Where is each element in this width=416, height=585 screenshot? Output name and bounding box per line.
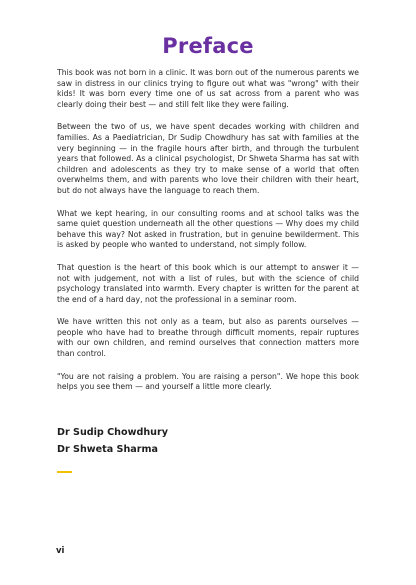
paragraph: That question is the heart of this book which is our attempt to answer it — not with judgement, not with a list of rules, but with the science of child psychology translated into warmth. Every chapter is written for the parent at the end of a hard day, not the professional in a seminar room. bbox=[57, 262, 359, 304]
author-name: Dr Shweta Sharma bbox=[57, 444, 158, 455]
page-title: Preface bbox=[162, 34, 254, 58]
author-name: Dr Sudip Chowdhury bbox=[57, 427, 168, 438]
paragraph: "You are not raising a problem. You are raising a person". We hope this book helps you see them — and yourself a little more clearly. bbox=[57, 371, 359, 392]
paragraph: What we kept hearing, in our consulting rooms and at school talks was the same quiet question underneath all the other questions — Why does my child behave this way? Not asked in frustration, but in genuine bewilderment. This is asked by people who wanted to understand, not simply follow. bbox=[57, 208, 359, 250]
paragraph: We have written this not only as a team, but also as parents ourselves — people who have had to breathe through difficult moments, repair ruptures with our own children, and remind ourselves that connection matters more than control. bbox=[57, 317, 359, 359]
author-signatures bbox=[57, 424, 168, 458]
paragraph: This book was not born in a clinic. It was born out of the numerous parents we saw in distress in our clinics trying to figure out what was "wrong" with their kids! It was born every time one of us sat across from a parent who was clearly doing their best — and still felt like they were failing. bbox=[57, 68, 359, 109]
accent-rule bbox=[57, 471, 72, 473]
paragraph: Between the two of us, we have spent decades working with children and families. As a Paediatrician, Dr Sudip Chowdhury has sat with families at the very beginning — in the fragile hours after birth, and through the turbulent years that followed. As a clinical psychologist, Dr Shweta Sharma has sat with children and adolescents as they try to make sense of a world that often overwhelms them, and with parents who love their children with their heart, but do not always have the language to reach them. bbox=[57, 122, 359, 195]
page-number: vi bbox=[56, 546, 65, 556]
body-text bbox=[57, 68, 359, 405]
